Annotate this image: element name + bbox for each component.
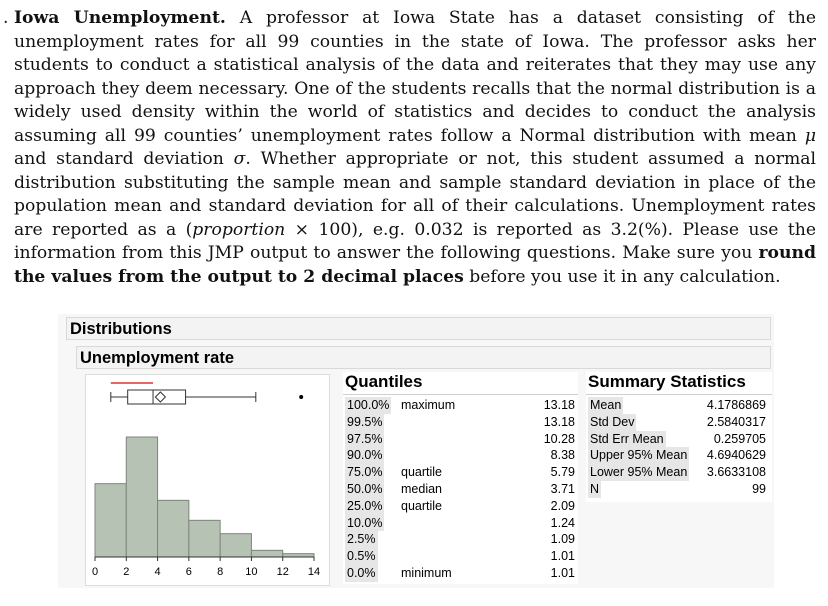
jmp-output xyxy=(58,314,774,588)
x-tick-label: 6 xyxy=(185,566,192,578)
quantile-label: minimum xyxy=(401,565,452,580)
quantile-percent: 0.5% xyxy=(347,549,376,564)
quantile-label: quartile xyxy=(401,498,442,513)
quantile-label: median xyxy=(401,481,442,496)
summary-label: Upper 95% Mean xyxy=(590,448,688,463)
sigma-symbol: σ xyxy=(233,149,246,169)
quantile-value: 1.24 xyxy=(550,515,575,530)
summary-value: 4.6940629 xyxy=(706,448,766,463)
quantile-value: 10.28 xyxy=(543,431,575,446)
text-part1: A professor at Iowa State has a dataset consisting of the unemployment rates for all 99 counties in the state of Iowa. The professor asks her students to conduct a statistical analysis of the data and reiterates that they may use any approach they deem necessary. One of the students recalls that the normal distribution is a widely used density within the world of statistics and decides to conduct the analysis assuming all 99 counties’ unemployment rates follow a Normal distribution with mean xyxy=(14,8,816,146)
histogram-bar xyxy=(251,550,282,557)
summary-value: 0.259705 xyxy=(713,431,766,446)
summary-panel xyxy=(586,372,772,502)
text-part3: . Whether appropriate or not, this student assumed a normal distribution substituting the sample mean and sample standard deviation in place of the population mean and standard deviation for all of their calculations. Unemployment rates are reported as a ( xyxy=(14,149,816,240)
variable-header[interactable]: Unemployment rate xyxy=(76,346,771,369)
summary-label: Mean xyxy=(590,398,622,412)
histogram-panel xyxy=(85,374,330,586)
rounding-emphasis: round the values from the output to 2 decimal places xyxy=(14,243,816,287)
quantile-percent: 2.5% xyxy=(347,532,376,547)
quantile-label: maximum xyxy=(401,398,456,412)
outlier-point xyxy=(299,395,303,399)
quantile-value: 5.79 xyxy=(550,465,575,480)
summary-value: 2.5840317 xyxy=(706,414,766,429)
quantile-percent: 0.0% xyxy=(347,565,376,580)
quantile-label: quartile xyxy=(401,465,442,480)
x-tick-label: 10 xyxy=(245,566,258,578)
summary-label: N xyxy=(590,481,600,496)
quantile-percent: 25.0% xyxy=(347,498,383,513)
distributions-header[interactable]: Distributions xyxy=(66,317,771,340)
proportion-word: proportion xyxy=(192,219,286,240)
summary-value: 3.6633108 xyxy=(706,465,766,480)
mean-diamond xyxy=(155,392,165,402)
summary-title[interactable]: Summary Statistics xyxy=(588,372,746,391)
mu-symbol: μ xyxy=(804,125,816,146)
quantiles-title[interactable]: Quantiles xyxy=(345,372,423,391)
quantile-percent: 99.5% xyxy=(347,414,383,429)
summary-label: Std Err Mean xyxy=(590,431,664,446)
iqr-box xyxy=(128,390,186,404)
quantiles-rule xyxy=(343,394,578,395)
histogram-bar xyxy=(95,484,126,557)
histogram-bar xyxy=(126,437,157,557)
histogram-bar xyxy=(189,520,220,557)
quantile-value: 1.01 xyxy=(550,565,575,580)
summary-rule xyxy=(586,394,772,395)
histogram-chart xyxy=(86,375,329,585)
quantile-percent: 100.0% xyxy=(347,398,390,412)
summary-value: 99 xyxy=(752,481,766,496)
quantile-value: 1.01 xyxy=(550,549,575,564)
x-tick-label: 14 xyxy=(307,566,321,578)
quantile-value: 3.71 xyxy=(550,481,575,496)
quantile-percent: 90.0% xyxy=(347,448,383,463)
quantile-value: 8.38 xyxy=(550,448,575,463)
text-part4: × 100), e.g. 0.032 is reported as 3.2(%). Please use the information from this JMP output to answer the following questions. Make sure you xyxy=(14,219,816,263)
summary-value: 4.1786869 xyxy=(706,398,766,412)
x-tick-label: 4 xyxy=(154,566,161,578)
text-part2: and standard deviation xyxy=(14,149,234,169)
bullet: . xyxy=(3,8,9,28)
quantile-percent: 97.5% xyxy=(347,431,383,446)
quantile-percent: 10.0% xyxy=(347,515,383,530)
quantile-value: 13.18 xyxy=(543,398,575,412)
histogram-bar xyxy=(158,500,189,557)
problem-paragraph xyxy=(3,7,816,289)
quantile-percent: 50.0% xyxy=(347,481,383,496)
histogram-bar xyxy=(220,534,251,557)
quantile-percent: 75.0% xyxy=(347,465,383,480)
x-tick-label: 2 xyxy=(123,566,130,578)
summary-label: Std Dev xyxy=(590,414,635,429)
quantiles-panel xyxy=(343,372,578,584)
quantile-value: 13.18 xyxy=(543,414,575,429)
summary-label: Lower 95% Mean xyxy=(590,465,688,480)
x-tick-label: 8 xyxy=(217,566,224,578)
quantile-value: 2.09 xyxy=(550,498,575,513)
text-part5: before you use it in any calculation. xyxy=(463,266,781,287)
quantile-value: 1.09 xyxy=(550,532,575,547)
x-tick-label: 12 xyxy=(276,566,289,578)
problem-heading: Iowa Unemployment. xyxy=(14,8,226,28)
x-tick-label: 0 xyxy=(91,566,99,578)
